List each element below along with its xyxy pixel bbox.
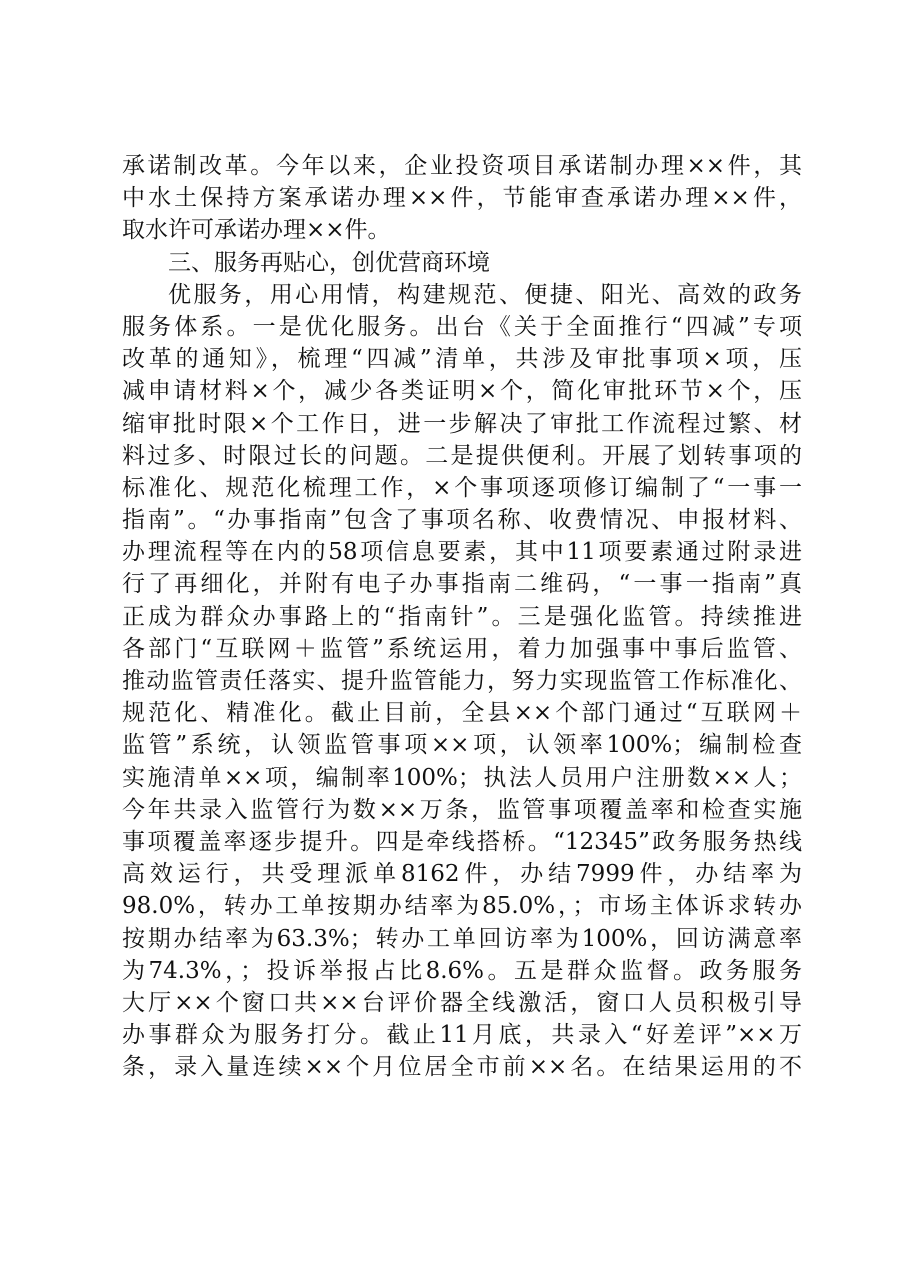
text-line: 办理流程等在内的58项信息要素，其中11项要素通过附录进 — [122, 539, 802, 566]
text-line: 98.0%，转办工单按期办结率为85.0%，；市场主体诉求转办 — [122, 893, 802, 920]
text-line: 监管”系统，认领监管事项××项，认领率100%；编制检查 — [122, 732, 802, 759]
text-line: 料过多、时限过长的问题。二是提供便利。开展了划转事项的 — [122, 442, 802, 469]
text-line: 推动监管责任落实、提升监管能力，努力实现监管工作标准化、 — [122, 668, 802, 694]
text-line: 缩审批时限×个工作日，进一步解决了审批工作流程过繁、材 — [122, 410, 802, 437]
document-body — [122, 150, 802, 1083]
text-line: 实施清单××项，编制率100%；执法人员用户注册数××人； — [122, 764, 802, 791]
text-line: 取水许可承诺办理××件。 — [122, 217, 391, 244]
text-line: 减申请材料×个，减少各类证明×个，简化审批环节×个，压 — [122, 378, 802, 405]
text-line: 条，录入量连续××个月位居全市前××名。在结果运用的不 — [122, 1054, 802, 1081]
text-line: 行了再细化，并附有电子办事指南二维码，“一事一指南”真 — [122, 571, 802, 598]
section-heading: 三、服务再贴心，创优营商环境 — [168, 249, 490, 276]
text-line: 承诺制改革。今年以来，企业投资项目承诺制办理××件，其 — [122, 153, 802, 179]
text-line: 标准化、规范化梳理工作，×个事项逐项修订编制了“一事一 — [122, 474, 802, 501]
text-line: 正成为群众办事路上的“指南针”。三是强化监管。持续推进 — [122, 603, 802, 630]
text-line: 大厅××个窗口共××台评价器全线激活，窗口人员积极引导 — [122, 989, 802, 1016]
text-line: 规范化、精准化。截止目前，全县××个部门通过“互联网＋ — [122, 700, 802, 727]
text-line: 中水土保持方案承诺办理××件，节能审查承诺办理××件， — [122, 185, 802, 212]
text-line: 指南”。“办事指南”包含了事项名称、收费情况、申报材料、 — [122, 507, 802, 534]
text-line: 办事群众为服务打分。截止11月底，共录入“好差评”××万 — [122, 1022, 802, 1049]
text-line: 按期办结率为63.3%；转办工单回访率为100%，回访满意率 — [122, 925, 802, 952]
text-line: 高效运行，共受理派单8162件，办结7999件，办结率为 — [122, 861, 802, 888]
text-line: 改革的通知》，梳理“四减”清单，共涉及审批事项×项，压 — [122, 346, 802, 373]
text-line: 事项覆盖率逐步提升。四是牵线搭桥。“12345”政务服务热线 — [122, 828, 802, 855]
text-line: 优服务，用心用情，构建规范、便捷、阳光、高效的政务 — [168, 281, 802, 308]
text-line: 今年共录入监管行为数××万条，监管事项覆盖率和检查实施 — [122, 796, 802, 823]
text-line: 为74.3%，；投诉举报占比8.6%。五是群众监督。政务服务 — [122, 957, 802, 984]
text-line: 各部门“互联网＋监管”系统运用，着力加强事中事后监管、 — [122, 635, 802, 662]
text-line: 服务体系。一是优化服务。出台《关于全面推行“四减”专项 — [122, 313, 802, 340]
